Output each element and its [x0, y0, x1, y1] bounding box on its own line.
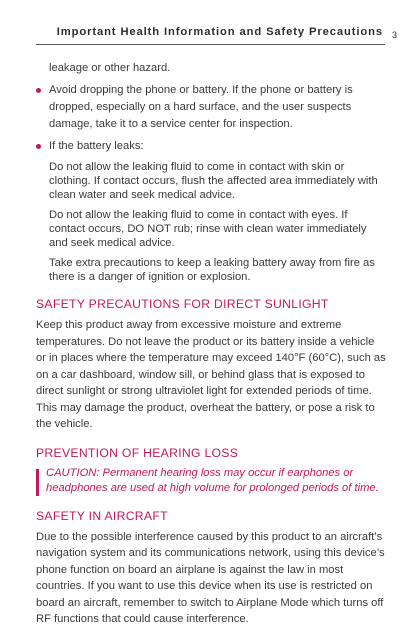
- header-rule: [36, 44, 385, 45]
- bullet-item: [36, 82, 386, 133]
- caution-text: CAUTION: Permanent hearing loss may occur if earphones or headphones are used at high volume for prolonged periods of time.: [46, 466, 379, 494]
- section-body-aircraft: Due to the possible interference caused by this product to an aircraft’s navigation system and its communications network, using this device’s phone function on board an airplane is against the law in most countries. If you want to use this device when its use is restricted on board an aircraft, remember to switch to Airplane Mode which turns off RF functions that could cause interference.: [36, 530, 385, 625]
- section-heading-aircraft: SAFETY IN AIRCRAFT: [36, 508, 168, 523]
- page-number: 3: [392, 30, 398, 40]
- bullet-item: [36, 138, 386, 155]
- section-body-sunlight: Keep this product away from excessive moisture and extreme temperatures. Do not leave the product or its battery inside a vehicle or in places where the temperature may exceed 140°F (60°C), such as on a car dashboard, window sill, or behind glass that is exposed to direct sunlight or strong ultraviolet light for extended periods of time. This may damage the product, overheat the battery, or pose a risk to the vehicle.: [36, 319, 386, 430]
- section-heading-hearing: PREVENTION OF HEARING LOSS: [36, 445, 239, 460]
- caution-bar: [36, 469, 39, 496]
- caution-note: [36, 466, 386, 496]
- page-content: [36, 60, 386, 628]
- sub-paragraph: Do not allow the leaking fluid to come in contact with skin or clothing. If contact occurs, flush the affected area immediately with clean water and seek medical advice.: [49, 161, 378, 201]
- bullet-dot-icon: [36, 88, 41, 93]
- section-heading-sunlight: SAFETY PRECAUTIONS FOR DIRECT SUNLIGHT: [36, 297, 329, 311]
- bullet-text: If the battery leaks:: [49, 140, 144, 152]
- running-header-title: Important Health Information and Safety Precautions: [56, 26, 383, 38]
- bullet-dot-icon: [36, 144, 41, 149]
- sub-paragraph: Do not allow the leaking fluid to come in contact with eyes. If contact occurs, DO NOT rub; rinse with clean water immediately and seek medical advice.: [49, 209, 367, 249]
- bullet-text: Avoid dropping the phone or battery. If the phone or battery is dropped, especially on a hard surface, and the user suspects damage, take it to a service center for inspection.: [49, 84, 353, 130]
- sub-paragraph: Take extra precautions to keep a leaking battery away from fire as there is a danger of ignition or explosion.: [49, 257, 375, 283]
- continued-text: leakage or other hazard.: [49, 62, 171, 74]
